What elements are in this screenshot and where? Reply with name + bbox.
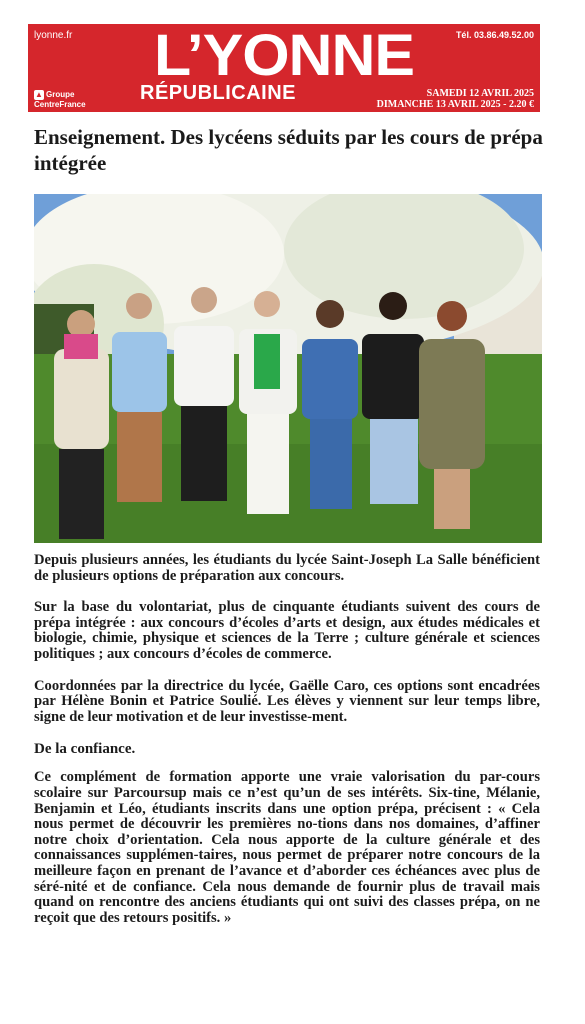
edition-dates — [377, 88, 534, 110]
article-photo — [34, 194, 542, 543]
paragraph-3: Coordonnées par la directrice du lycée, Gaëlle Caro, ces options sont encadrées par Hélène Bonin et Patrice Soulié. Les élèves y viennent sur leur temps libre, signe de leur motivation et de leur investisse-ment. — [34, 677, 540, 725]
article-headline: Enseignement. Des lycéens séduits par les cours de prépa intégrée — [34, 125, 543, 175]
paragraph-1: Depuis plusieurs années, les étudiants du lycée Saint-Joseph La Salle bénéficient de plusieurs options de préparation aux concours. — [34, 552, 540, 584]
paragraph-4: Ce complément de formation apporte une vraie valorisation du par-cours scolaire sur Parcoursup mais ce n’est qu’un de ses intérêts. Six-tine, Mélanie, Benjamin et Léo, étudiants inscrits dans une option prépa, précisent : « Cela nous permet de découvrir les premières no-tions dans nos domaines, d’affiner notre choix d’orientation. Cela nous apporte de la culture générale et des connaissances supplémen-taires, nous permet de préparer notre concours de la meilleure façon en prenant de l’avance et d’aborder ces échéances avec plus de séré-nité et de confiance. Cela nous demande de fournir plus de travail mais quand on rencontre des anciens étudiants qui ont suivi des classes prépa, on ne reçoit que des retours positifs. » — [34, 769, 540, 926]
site-url[interactable]: lyonne.fr — [34, 30, 73, 41]
group-line2: CentreFrance — [34, 100, 86, 109]
phone-number: Tél. 03.86.49.52.00 — [455, 30, 534, 40]
group-logo — [34, 90, 86, 109]
group-photo-illustration — [34, 194, 542, 543]
group-line1: Groupe — [46, 90, 75, 100]
article-body — [34, 553, 540, 942]
brand-subtitle: RÉPUBLICAINE — [140, 82, 297, 104]
date-line1: SAMEDI 12 AVRIL 2025 — [426, 88, 534, 99]
masthead — [28, 24, 540, 112]
group-logo-icon: ▲ — [35, 90, 43, 99]
brand-title: L’YONNE — [153, 23, 414, 88]
subheading: De la confiance. — [34, 741, 136, 758]
paragraph-2: Sur la base du volontariat, plus de cinquante étudiants suivent des cours de prépa intégrée : aux concours d’écoles d’arts et design, aux études médicales et biologie, chimie, physique et sciences de la Terre ; culture générale et sciences politiques ; aux concours d’écoles de commerce. — [34, 599, 540, 662]
date-line2: DIMANCHE 13 AVRIL 2025 - 2.20 € — [376, 99, 534, 110]
